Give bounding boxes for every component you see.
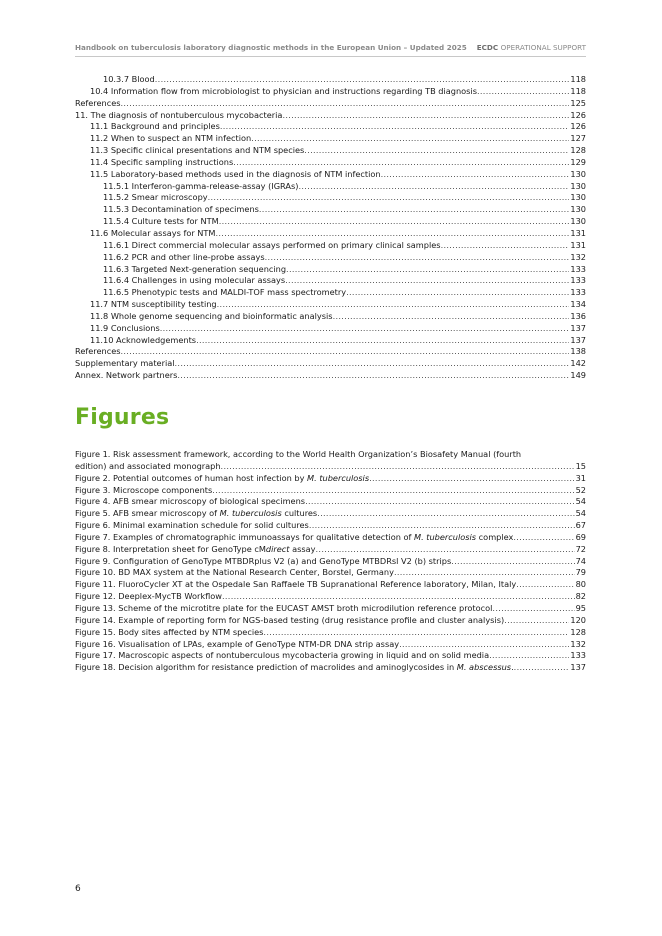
figure-entry[interactable] [75,520,586,532]
toc-entry-label: 11.5.1 Interferon-gamma-release-assay (IGRAs) [103,180,299,191]
dot-leader [217,299,570,311]
dot-leader [333,311,570,323]
toc-entry-page: 131 [570,239,586,250]
header-brand-block [477,43,586,52]
toc-entry-page: 129 [570,156,586,167]
dot-leader [514,662,570,674]
figure-1-label: edition) and associated monograph [75,460,221,471]
figure-entry-page: 82 [575,591,586,602]
toc-entry-label: 11.8 Whole genome sequencing and bioinformatic analysis [90,310,333,321]
toc-entry-page: 130 [570,168,586,179]
toc-entry-page: 136 [570,310,586,321]
toc-entry-page: 133 [570,275,586,286]
figure-label-suffix: cultures [281,508,318,519]
dot-leader [263,627,569,639]
figure-entry[interactable] [75,485,586,497]
dot-leader [282,110,569,122]
figure-entry-label [75,473,369,485]
figure-entry-label [75,591,222,603]
toc-entry-page: 137 [570,334,586,345]
figure-label-text: Figure 10. BD MAX system at the National Research Center, Borstel, Germany [75,567,394,578]
dot-leader [251,133,569,145]
figure-entry-label [75,532,513,544]
figure-entry-page: 132 [570,638,586,649]
dot-leader [177,370,569,382]
dot-leader [212,485,574,497]
dot-leader [196,335,569,347]
figure-entry[interactable] [75,650,586,662]
toc-entry-page: 130 [570,216,586,227]
toc-entry-page: 125 [570,97,586,108]
toc-entry-label: 11.5.4 Culture tests for NTM [103,216,219,227]
dot-leader [233,157,569,169]
figure-entry-page: 31 [575,472,586,483]
figure-entry-page: 120 [570,614,586,625]
toc-entry-label: 11.5.3 Decontamination of specimens [103,204,259,215]
figure-entry-page: 133 [570,650,586,661]
figure-entry[interactable] [75,532,586,544]
dot-leader [492,603,574,615]
dot-leader [309,520,575,532]
toc-entry-label: References [75,97,121,108]
table-of-contents [75,74,586,382]
dot-leader [155,74,570,86]
figures-heading: Figures [75,405,170,430]
figure-entry-1[interactable] [75,449,586,473]
dot-leader [220,121,569,133]
toc-entry[interactable] [75,275,586,287]
toc-entry[interactable] [75,145,586,157]
toc-entry-page: 127 [570,133,586,144]
toc-entry[interactable] [75,216,586,228]
toc-entry[interactable] [75,181,586,193]
figure-entry-label [75,485,212,497]
toc-entry-page: 149 [570,370,586,381]
figure-entry-page: 67 [575,520,586,531]
toc-entry-label: 11.6 Molecular assays for NTM [90,227,216,238]
dot-leader [121,98,570,110]
dot-leader [219,216,570,228]
dot-leader [265,252,570,264]
toc-entry[interactable] [75,252,586,264]
dot-leader [208,192,570,204]
figure-entry[interactable] [75,496,586,508]
page-header [75,43,586,57]
figure-entry-label [75,627,263,639]
dot-leader [316,544,575,556]
figure-entry-page: 72 [575,543,586,554]
dot-leader [441,240,570,252]
figure-entry-page: 80 [575,579,586,590]
dot-leader [304,145,569,157]
figure-entry[interactable] [75,639,586,651]
figure-entry-page: 79 [575,567,586,578]
toc-entry-page: 131 [570,227,586,238]
dot-leader [317,508,574,520]
dot-leader [222,591,575,603]
figure-label-text: Figure 13. Scheme of the microtitre plate for the EUCAST AMST broth microdilution reference protocol [75,602,493,613]
toc-entry-label: 11.5.2 Smear microscopy [103,192,208,203]
toc-entry-page: 132 [570,251,586,262]
toc-entry-label: 11.1 Background and principles [90,121,220,132]
figure-label-suffix: assay [289,543,316,554]
figure-entry-page: 128 [570,626,586,637]
header-unit: OPERATIONAL SUPPORT [500,43,586,52]
figure-label-text: Figure 18. Decision algorithm for resistance prediction of macrolides and aminoglycosides in [75,662,457,673]
dot-leader [121,346,570,358]
figure-entry-label [75,662,514,674]
figure-entry-label [75,544,316,556]
dot-leader [477,86,569,98]
figure-label-text: Figure 11. FluoroCycler XT at the Ospedale San Raffaele TB Supranational Reference laboratory, Milan, Italy [75,579,517,590]
figure-entry[interactable] [75,473,586,485]
toc-entry-page: 142 [570,358,586,369]
figure-label-text: Figure 14. Example of reporting form for NGS-based testing (drug resistance profile and cluster analysis) [75,614,505,625]
toc-entry[interactable] [75,157,586,169]
figure-entry-label [75,556,451,568]
toc-entry-label: 10.4 Information flow from microbiologist to physician and instructions regarding TB diagnosis [90,85,477,96]
toc-entry-label: 11.6.3 Targeted Next-generation sequencing [103,263,287,274]
toc-entry[interactable] [75,74,586,86]
dot-leader [369,473,574,485]
figure-entry[interactable] [75,662,586,674]
figure-label-text: Figure 8. Interpretation sheet for GenoType cM [75,543,266,554]
figure-label-italic: M. tuberculosis [219,508,282,519]
figure-entry[interactable] [75,615,586,627]
toc-entry[interactable] [75,287,586,299]
figure-entry-label [75,496,305,508]
dot-leader [381,169,570,181]
figure-entry-page: 54 [575,508,586,519]
figure-entry[interactable] [75,556,586,568]
figure-entry-label [75,567,394,579]
dot-leader [394,567,575,579]
dot-leader [513,532,574,544]
toc-entry-label: 11.7 NTM susceptibility testing [90,299,217,310]
dot-leader [346,287,569,299]
figure-label-text: Figure 17. Macroscopic aspects of nontuberculous mycobacteria growing in liquid and on solid media [75,650,490,661]
toc-entry[interactable] [75,346,586,358]
figure-entry[interactable] [75,567,586,579]
dot-leader [451,556,574,568]
toc-entry[interactable] [75,98,586,110]
toc-entry-page: 130 [570,204,586,215]
figure-label-text: Figure 3. Microscope components [75,484,213,495]
dot-leader [175,358,570,370]
figure-label-text: Figure 4. AFB smear microscopy of biological specimens [75,496,306,507]
toc-entry-label: Annex. Network partners [75,370,178,381]
toc-entry-page: 133 [570,287,586,298]
figure-entry-label [75,508,317,520]
figure-label-text: Figure 5. AFB smear microscopy of [75,508,220,519]
header-title: Handbook on tuberculosis laboratory diagnostic methods in the European Union – Updated 2025 [75,43,467,52]
figure-label-text: Figure 7. Examples of chromatographic immunoassays for qualitative detection of [75,531,415,542]
dot-leader [285,275,569,287]
figure-entry-label [75,603,492,615]
dot-leader [259,204,569,216]
toc-entry-page: 118 [570,85,586,96]
figure-1-line2 [75,461,586,473]
toc-entry-page: 118 [570,74,586,84]
toc-entry-page: 133 [570,263,586,274]
toc-entry-label: 11.10 Acknowledgements [90,334,197,345]
figure-label-italic: M. tuberculosis [307,472,370,483]
toc-entry-label: 11.2 When to suspect an NTM infection [90,133,252,144]
figure-entry-page: 69 [575,531,586,542]
figure-entry-page: 95 [575,602,586,613]
toc-entry-page: 134 [570,299,586,310]
figure-label-italic: direct [265,543,290,554]
dot-leader [504,615,569,627]
toc-entry[interactable] [75,323,586,335]
toc-entry[interactable] [75,264,586,276]
figure-label-text: Figure 6. Minimal examination schedule for solid cultures [75,520,309,531]
figure-entry-label [75,615,504,627]
toc-entry-label: 11.5 Laboratory-based methods used in the diagnosis of NTM infection [90,168,381,179]
dot-leader [305,496,575,508]
figure-1-page: 15 [575,460,586,471]
dot-leader [489,650,569,662]
figure-label-text: Figure 2. Potential outcomes of human host infection by [75,472,308,483]
dot-leader [516,579,574,591]
figure-label-text: Figure 12. Deeplex-MycTB Workflow [75,591,222,602]
toc-entry-page: 138 [570,346,586,357]
header-brand: ECDC [476,43,499,52]
figure-label-italic: M. tuberculosis [414,531,477,542]
figure-label-text: Figure 9. Configuration of GenoType MTBDRplus V2 (a) and GenoType MTBDRsl V2 (b) strips [75,555,452,566]
toc-entry-label: 11.9 Conclusions [90,322,160,333]
toc-entry-page: 128 [570,145,586,156]
figure-label-text: Figure 16. Visualisation of LPAs, example of GenoType NTM-DR DNA strip assay [75,638,400,649]
toc-entry-page: 130 [570,192,586,203]
figure-label-italic: M. abscessus [456,662,512,673]
dot-leader [298,181,569,193]
toc-entry[interactable] [75,121,586,133]
toc-entry[interactable] [75,370,586,382]
figure-entry-label [75,520,309,532]
toc-entry[interactable] [75,228,586,240]
toc-entry-label: 11.6.1 Direct commercial molecular assays performed on primary clinical samples [103,239,441,250]
figure-entry-label [75,639,399,651]
figure-entry-label [75,650,489,662]
dot-leader [221,461,575,473]
figure-entry-page: 54 [575,496,586,507]
figure-label-suffix: . [511,662,514,673]
page-number: 6 [75,884,81,894]
figure-entry[interactable] [75,591,586,603]
toc-entry-label: 11.6.2 PCR and other line-probe assays [103,251,265,262]
toc-entry-label: 11.4 Specific sampling instructions [90,156,234,167]
toc-entry[interactable] [75,133,586,145]
figure-entry-page: 74 [575,555,586,566]
toc-entry-label: References [75,346,121,357]
toc-entry-page: 130 [570,180,586,191]
toc-entry[interactable] [75,192,586,204]
toc-entry-label: 11.3 Specific clinical presentations and NTM species [90,145,305,156]
figure-entry[interactable] [75,508,586,520]
figure-entry[interactable] [75,544,586,556]
figure-entry-label [75,579,516,591]
figure-label-text: Figure 15. Body sites affected by NTM species [75,626,264,637]
toc-entry[interactable] [75,299,586,311]
toc-entry-page: 137 [570,322,586,333]
figure-entry-page: 137 [570,662,586,673]
toc-entry-label: 11.6.4 Challenges in using molecular assays [103,275,286,286]
figure-entry-page: 52 [575,484,586,495]
figure-label-suffix: complex [476,531,514,542]
toc-entry[interactable] [75,240,586,252]
figure-entry[interactable] [75,579,586,591]
toc-entry[interactable] [75,110,586,122]
toc-entry[interactable] [75,358,586,370]
figure-1-line1: Figure 1. Risk assessment framework, according to the World Health Organization’s Biosafety Manual (fourth [75,449,522,459]
toc-entry[interactable] [75,204,586,216]
list-of-figures [75,449,586,674]
toc-entry-page: 126 [570,121,586,132]
dot-leader [399,639,569,651]
toc-entry-label: 10.3.7 Blood [103,74,155,84]
figure-entry[interactable] [75,627,586,639]
toc-entry[interactable] [75,311,586,323]
toc-entry-label: 11. The diagnosis of nontuberculous mycobacteria [75,109,283,120]
toc-entry-label: 11.6.5 Phenotypic tests and MALDI-TOF mass spectrometry [103,287,347,298]
figure-entry[interactable] [75,603,586,615]
toc-entry[interactable] [75,86,586,98]
dot-leader [286,264,569,276]
toc-entry-page: 126 [570,109,586,120]
dot-leader [160,323,570,335]
toc-entry[interactable] [75,335,586,347]
dot-leader [216,228,570,240]
toc-entry-label: Supplementary material [75,358,175,369]
toc-entry[interactable] [75,169,586,181]
